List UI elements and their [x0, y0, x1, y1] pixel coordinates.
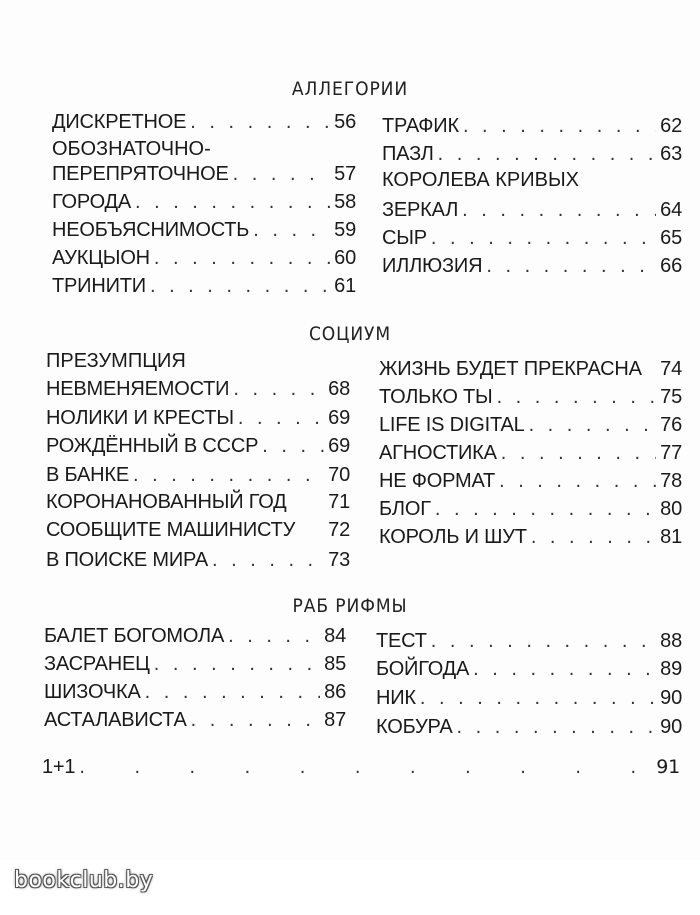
toc-entry [52, 218, 356, 242]
entry-page: 62 [660, 115, 682, 137]
section-heading-rhyme-slave: РАБ РИФМЫ [292, 595, 408, 617]
entry-page: 69 [328, 435, 350, 457]
entry-page: 73 [328, 549, 350, 571]
toc-entry [376, 629, 682, 653]
entry-page: 77 [660, 442, 682, 464]
entry-title: СЫР [382, 227, 427, 249]
entry-page: 81 [660, 526, 682, 548]
toc-entry [382, 198, 682, 222]
entry-title: ЗЕРКАЛ [382, 199, 459, 221]
entry-title: АУКЦЫОН [52, 247, 150, 269]
entry-title: РОЖДЁННЫЙ В СССР [46, 435, 259, 457]
entry-title: ТРАФИК [382, 115, 459, 137]
entry-page: 89 [660, 658, 682, 680]
entry-title: LIFE IS DIGITAL [379, 414, 525, 436]
toc-entry [44, 652, 346, 676]
toc-entry [52, 274, 356, 298]
toc-entry [379, 525, 682, 549]
entry-title-line1: ОБОЗНАТОЧНО- [52, 138, 211, 160]
entry-page: 69 [328, 407, 350, 429]
entry-page: 58 [334, 191, 356, 213]
toc-entry [379, 357, 682, 381]
entry-title: БАЛЕТ БОГОМОЛА [44, 625, 225, 647]
entry-page: 88 [660, 630, 682, 652]
entry-title: АГНОСТИКА [379, 442, 497, 464]
entry-title: ШИЗОЧКА [44, 681, 141, 703]
entry-page: 72 [328, 519, 350, 541]
entry-page: 57 [334, 163, 356, 185]
toc-entry [376, 657, 682, 681]
toc-entry [382, 226, 682, 250]
toc-entry [52, 162, 356, 186]
entry-title: ТОЛЬКО ТЫ [379, 386, 493, 408]
entry-page: 80 [660, 498, 682, 520]
entry-page: 61 [334, 275, 356, 297]
toc-entry [382, 114, 682, 138]
entry-title: В БАНКЕ [46, 464, 129, 486]
entry-title: ПАЗЛ [382, 143, 434, 165]
entry-title: НЕОБЪЯСНИМОСТЬ [52, 219, 250, 241]
toc-entry [44, 624, 346, 648]
section-heading-allegories: АЛЛЕГОРИИ [291, 78, 409, 100]
entry-page: 87 [324, 709, 346, 731]
entry-title: КОБУРА [376, 716, 453, 738]
entry-title: ИЛЛЮЗИЯ [382, 255, 483, 277]
toc-entry [52, 246, 356, 270]
entry-title: НЕ ФОРМАТ [379, 470, 496, 492]
toc-entry [379, 385, 682, 409]
toc-entry [46, 490, 350, 514]
entry-title: КОРОЛЬ И ШУТ [379, 526, 527, 548]
entry-page: 66 [660, 255, 682, 277]
toc-entry [46, 406, 350, 430]
entry-page: 68 [328, 378, 350, 400]
toc-entry [46, 548, 350, 572]
toc-entry [46, 463, 350, 487]
entry-page: 75 [660, 386, 682, 408]
entry-title: ТРИНИТИ [52, 275, 146, 297]
entry-page: 56 [334, 111, 356, 133]
toc-entry [52, 110, 356, 134]
entry-title: ПЕРЕПРЯТОЧНОЕ [52, 163, 229, 185]
toc-entry [46, 377, 350, 401]
entry-page: 76 [660, 414, 682, 436]
entry-title: НИК [376, 687, 416, 709]
entry-title: НОЛИКИ И КРЕСТЫ [46, 407, 234, 429]
entry-title-line1: КОРОЛЕВА КРИВЫХ [382, 169, 580, 191]
entry-page: 90 [660, 716, 682, 738]
toc-entry [382, 142, 682, 166]
entry-page: 84 [324, 625, 346, 647]
entry-page: 60 [334, 247, 356, 269]
toc-entry [44, 708, 346, 732]
entry-page: 63 [660, 143, 682, 165]
entry-title: ДИСКРЕТНОЕ [52, 111, 187, 133]
entry-title: БЛОГ [379, 498, 431, 520]
entry-page: 64 [660, 199, 682, 221]
entry-title: ЖИЗНЬ БУДЕТ ПРЕКРАСНА [379, 358, 642, 380]
entry-title: НЕВМЕНЯЕМОСТИ [46, 378, 230, 400]
toc-entry [379, 497, 682, 521]
toc-entry [379, 441, 682, 465]
entry-page: 65 [660, 227, 682, 249]
toc-entry [379, 413, 682, 437]
toc-entry-final [42, 755, 680, 779]
entry-title: АСТАЛАВИСТА [44, 709, 187, 731]
toc-entry [376, 686, 682, 710]
toc-entry [379, 469, 682, 493]
entry-title: ЗАСРАНЕЦ [44, 653, 150, 675]
entry-title: 1+1 [42, 756, 76, 778]
entry-page: 71 [328, 491, 350, 513]
section-heading-socium: СОЦИУМ [308, 323, 392, 345]
toc-entry [376, 715, 682, 739]
toc-entry [44, 680, 346, 704]
entry-title: ГОРОДА [52, 191, 131, 213]
entry-title: ТЕСТ [376, 630, 427, 652]
toc-entry [46, 518, 350, 542]
watermark: bookclub.by [14, 868, 154, 893]
entry-title: БОЙГОДА [376, 658, 470, 680]
entry-page: 85 [324, 653, 346, 675]
toc-entry [52, 190, 356, 214]
toc-entry [46, 434, 350, 458]
entry-title-line1: ПРЕЗУМПЦИЯ [46, 350, 186, 372]
entry-page: 90 [660, 687, 682, 709]
entry-title: В ПОИСКЕ МИРА [46, 549, 208, 571]
entry-page: 70 [328, 464, 350, 486]
entry-page: 91 [656, 756, 680, 778]
entry-title: СООБЩИТЕ МАШИНИСТУ [46, 519, 296, 541]
entry-page: 78 [660, 470, 682, 492]
entry-page: 74 [660, 358, 682, 380]
entry-page: 59 [334, 219, 356, 241]
entry-title: КОРОНАНОВАННЫЙ ГОД [46, 491, 287, 513]
entry-page: 86 [324, 681, 346, 703]
toc-entry [382, 254, 682, 278]
